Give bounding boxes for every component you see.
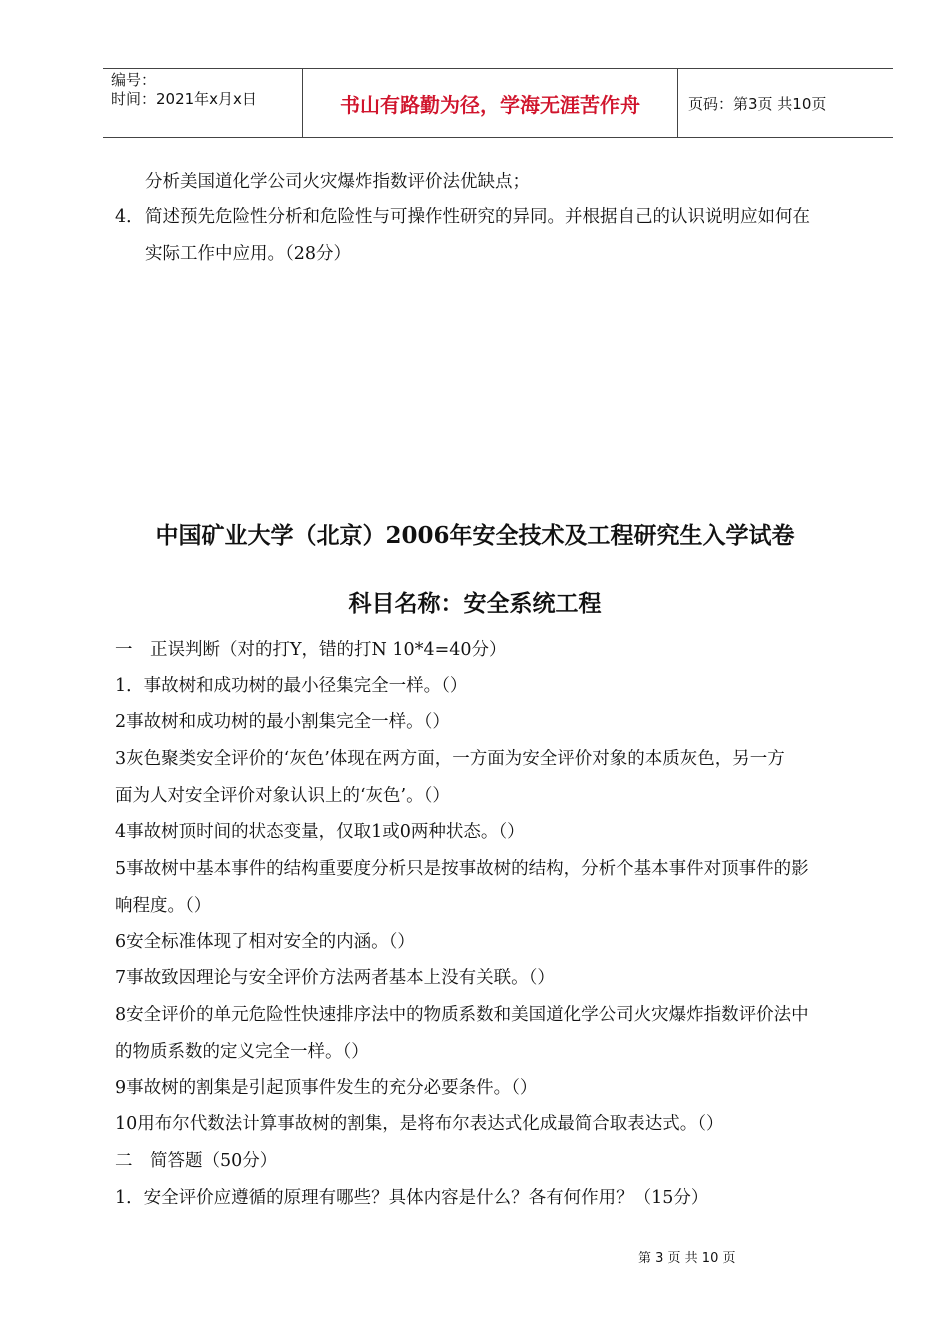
question: 2事故树和成功树的最小割集完全一样。（） [115,712,450,732]
question: 10用布尔代数法计算事故树的割集，是将布尔表达式化成最简合取表达式。（） [115,1114,724,1134]
question: 1．事故树和成功树的最小径集完全一样。（） [115,676,468,696]
text-line: 简述预先危险性分析和危险性与可操作性研究的异同。并根据自己的认识说明应如何在 [145,207,810,227]
text-line: 实际工作中应用。（28分） [145,244,352,264]
question: 8安全评价的单元危险性快速排序法中的物质系数和美国道化学公司火灾爆炸指数评价法中 [115,1005,809,1025]
item-number: 4． [115,207,144,227]
text-line: 分析美国道化学公司火灾爆炸指数评价法优缺点； [145,172,530,192]
question: 面为人对安全评价对象认识上的‘灰色’。（） [115,786,450,806]
page-header [103,68,893,138]
question: 4事故树顶时间的状态变量，仅取1或0两种状态。（） [115,822,525,842]
section-heading: 二 简答题（50分） [115,1151,278,1171]
time-label: 时间：2021年x月x日 [111,90,257,108]
header-meta [103,69,303,137]
question: 1．安全评价应遵循的原理有哪些？具体内容是什么？各有何作用？（15分） [115,1188,709,1208]
question: 6安全标准体现了相对安全的内涵。（） [115,932,415,952]
serial-label: 编号： [111,71,157,89]
question: 响程度。（） [115,896,212,916]
exam-subject: 科目名称：安全系统工程 [348,590,602,617]
question: 7事故致因理论与安全评价方法两者基本上没有关联。（） [115,968,555,988]
question: 9事故树的割集是引起顶事件发生的充分必要条件。（） [115,1078,538,1098]
section-heading: 一 正误判断（对的打Y，错的打N 10*4=40分） [115,640,507,660]
question: 的物质系数的定义完全一样。（） [115,1042,369,1062]
page-footer: 第 3 页 共 10 页 [638,1251,736,1266]
question: 5事故树中基本事件的结构重要度分析只是按事故树的结构，分析个基本事件对顶事件的影 [115,859,809,879]
exam-title: 中国矿业大学（北京）2006年安全技术及工程研究生入学试卷 [155,522,795,549]
header-slogan: 书山有路勤为径，学海无涯苦作舟 [303,69,678,137]
question: 3灰色聚类安全评价的‘灰色’体现在两方面，一方面为安全评价对象的本质灰色，另一方 [115,749,785,769]
header-page-info: 页码：第3页 共10页 [688,94,827,113]
